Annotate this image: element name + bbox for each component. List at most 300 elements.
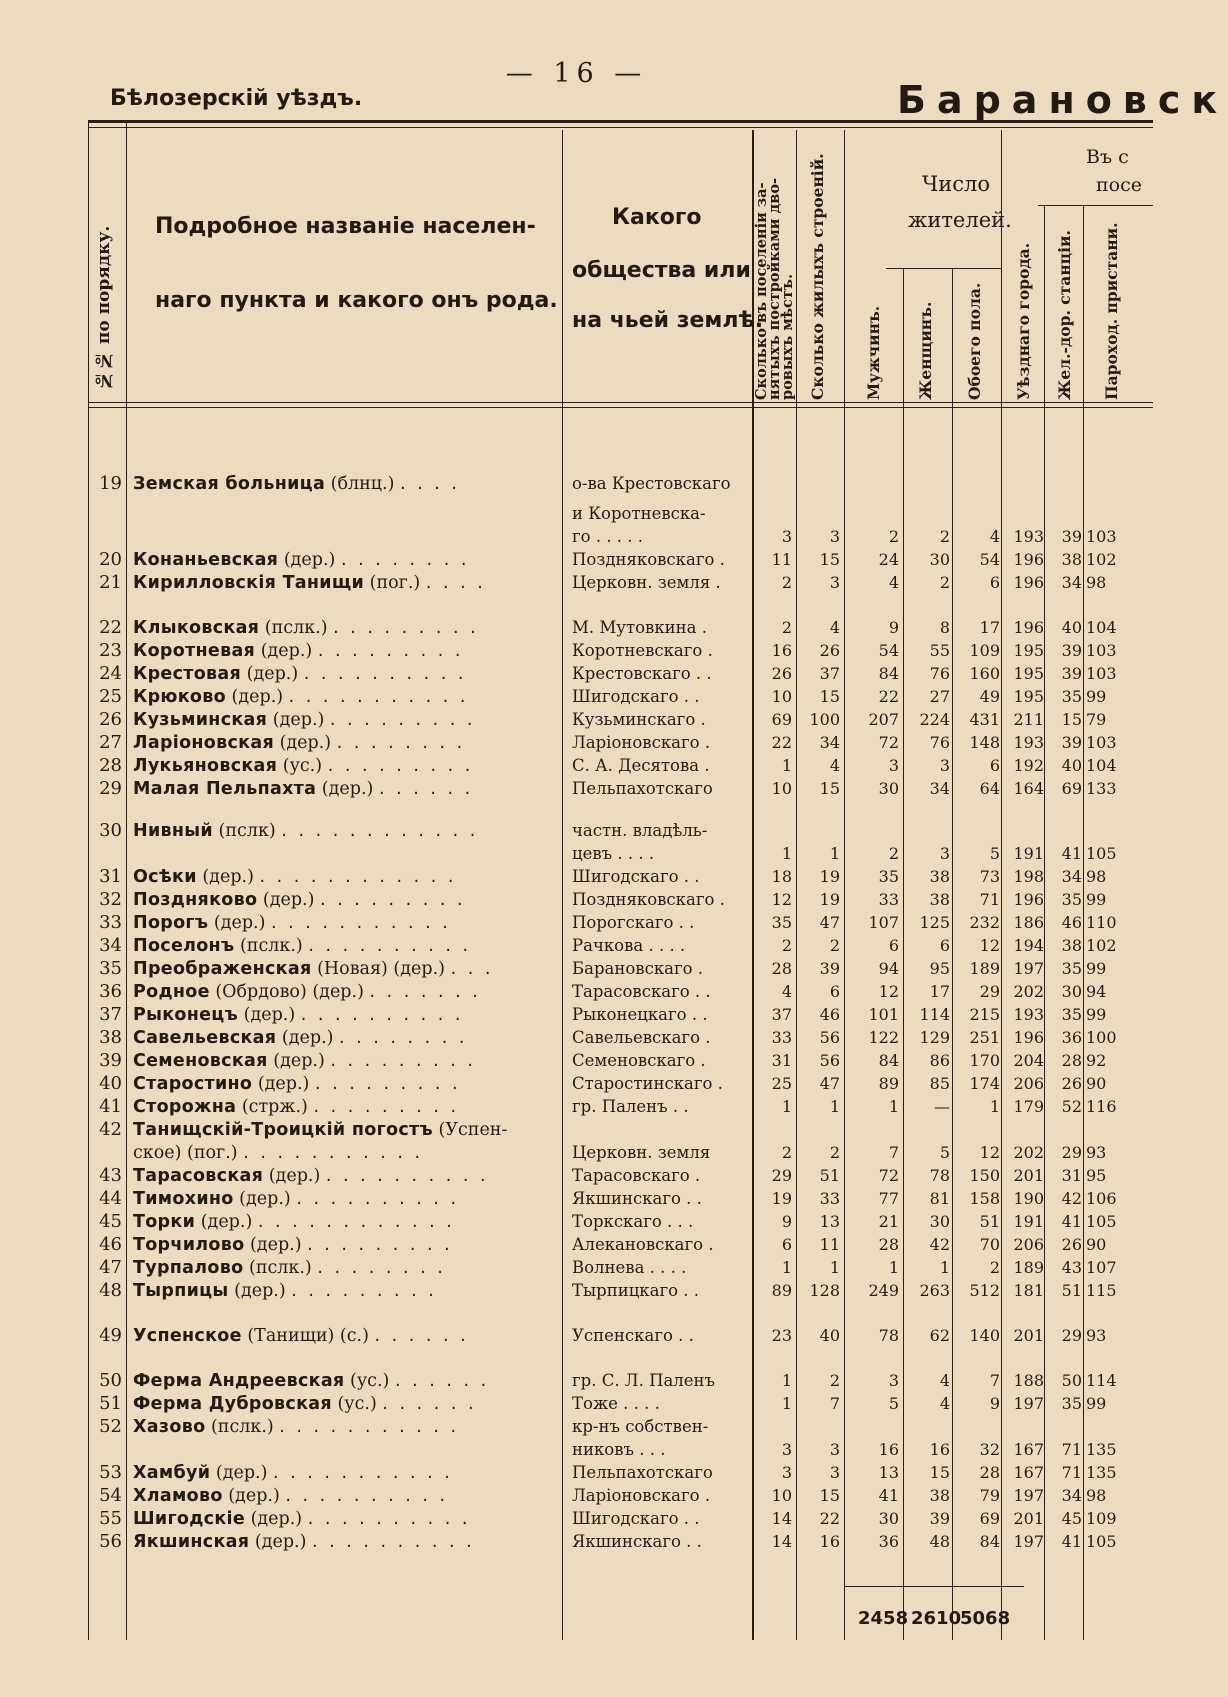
plots-cell: 3 bbox=[781, 1463, 792, 1482]
town-cell: 167 bbox=[1013, 1463, 1044, 1482]
settlement-kind: (пслк.) bbox=[239, 936, 303, 956]
settlement-name-cell bbox=[133, 732, 553, 754]
table-row bbox=[0, 1119, 1153, 1141]
both-cell: 150 bbox=[969, 1166, 1000, 1185]
table-row bbox=[0, 732, 1153, 754]
both-cell: 189 bbox=[969, 959, 1000, 978]
plots-cell: 33 bbox=[771, 1028, 792, 1047]
rail-cell: 41 bbox=[1061, 1212, 1082, 1231]
plots-cell: 14 bbox=[771, 1509, 792, 1528]
bldg-cell: 47 bbox=[819, 913, 840, 932]
settlement-kind: (дер.) bbox=[268, 1166, 321, 1186]
settlement-name-cell bbox=[133, 1096, 553, 1118]
owner-cell: Шигодскаго . . bbox=[572, 867, 700, 886]
row-number: 55 bbox=[99, 1508, 122, 1529]
men-cell: 207 bbox=[868, 710, 899, 729]
women-cell: 17 bbox=[929, 982, 950, 1001]
leader-dots: . . . . . . . . . bbox=[313, 1097, 460, 1117]
table-row bbox=[0, 709, 1153, 731]
owner-cell: Церковн. земля . bbox=[572, 573, 721, 592]
women-cell: 16 bbox=[929, 1440, 950, 1459]
town-cell: 193 bbox=[1013, 1005, 1044, 1024]
both-cell: 174 bbox=[969, 1074, 1000, 1093]
header-rail: Жел.-дор. станціи. bbox=[1055, 230, 1074, 400]
settlement-name: Турпалово bbox=[133, 1258, 244, 1278]
settlement-kind: (дер.) bbox=[273, 1051, 325, 1071]
men-cell: 2 bbox=[888, 527, 899, 546]
settlement-name-cell bbox=[133, 549, 553, 571]
men-cell: 107 bbox=[868, 913, 899, 932]
women-cell: 4 bbox=[939, 1371, 950, 1390]
rail-cell: 39 bbox=[1061, 527, 1082, 546]
row-number: 33 bbox=[99, 912, 122, 933]
table-row bbox=[0, 526, 1153, 548]
town-cell: 196 bbox=[1013, 573, 1044, 592]
leader-dots: . . . bbox=[450, 959, 494, 979]
leader-dots: . . . . . . . . . . . bbox=[273, 1463, 453, 1483]
settlement-name: Рыконецъ bbox=[133, 1005, 239, 1025]
women-cell: 76 bbox=[929, 664, 950, 683]
rail-cell: 34 bbox=[1061, 867, 1082, 886]
table-row bbox=[0, 663, 1153, 685]
pier-cell: 93 bbox=[1086, 1143, 1107, 1162]
town-cell: 195 bbox=[1013, 664, 1044, 683]
plots-cell: 3 bbox=[781, 1440, 792, 1459]
header-name-1: Подробное названіе населен- bbox=[155, 214, 536, 239]
leader-dots: . . . . . . . . . . bbox=[285, 1486, 449, 1506]
settlement-name-cell bbox=[133, 935, 553, 957]
table-row bbox=[0, 820, 1153, 842]
row-number: 19 bbox=[99, 473, 122, 494]
town-cell: 181 bbox=[1013, 1281, 1044, 1300]
leader-dots: . . . . . . bbox=[374, 1326, 469, 1346]
settlement-name-cell bbox=[133, 912, 553, 934]
rail-cell: 46 bbox=[1061, 913, 1082, 932]
leader-dots: . . . . . . . . . bbox=[327, 756, 474, 776]
settlement-name-cell bbox=[133, 755, 553, 777]
both-cell: 160 bbox=[969, 664, 1000, 683]
town-cell: 204 bbox=[1013, 1051, 1044, 1070]
owner-cell: Волнева . . . . bbox=[572, 1258, 687, 1277]
header-name-2: наго пункта и какого онъ рода. bbox=[155, 288, 558, 313]
plots-cell: 89 bbox=[771, 1281, 792, 1300]
owner-cell: С. А. Десятова . bbox=[572, 756, 710, 775]
settlement-name-cell bbox=[133, 1257, 553, 1279]
table-row bbox=[0, 912, 1153, 934]
town-cell: 201 bbox=[1013, 1166, 1044, 1185]
leader-dots: . . . . . . . . bbox=[336, 733, 466, 753]
rail-cell: 35 bbox=[1061, 687, 1082, 706]
header-both: Обоего пола. bbox=[965, 282, 984, 400]
women-cell: 38 bbox=[929, 1486, 950, 1505]
owner-cell: никовъ . . . bbox=[572, 1440, 666, 1459]
settlement-name: Осѣки bbox=[133, 867, 197, 887]
row-number: 40 bbox=[99, 1073, 122, 1094]
settlement-name: Ферма Андреевская bbox=[133, 1371, 345, 1391]
pier-cell: 103 bbox=[1086, 641, 1117, 660]
both-cell: 70 bbox=[979, 1235, 1000, 1254]
plots-cell: 10 bbox=[771, 779, 792, 798]
owner-cell: кр-нъ собствен- bbox=[572, 1417, 709, 1436]
plots-cell: 12 bbox=[771, 890, 792, 909]
rail-cell: 45 bbox=[1061, 1509, 1082, 1528]
plots-cell: 37 bbox=[771, 1005, 792, 1024]
town-cell: 191 bbox=[1013, 844, 1044, 863]
rail-cell: 41 bbox=[1061, 844, 1082, 863]
pier-cell: 95 bbox=[1086, 1166, 1107, 1185]
women-cell: 81 bbox=[929, 1189, 950, 1208]
table-row bbox=[0, 617, 1153, 639]
both-cell: 12 bbox=[979, 1143, 1000, 1162]
rail-cell: 28 bbox=[1061, 1051, 1082, 1070]
men-cell: 72 bbox=[878, 733, 899, 752]
bldg-cell: 34 bbox=[819, 733, 840, 752]
settlement-kind: (дер.) bbox=[239, 1189, 291, 1209]
pier-cell: 90 bbox=[1086, 1074, 1107, 1093]
header-bottom-rule-2 bbox=[88, 407, 1153, 408]
men-cell: 77 bbox=[878, 1189, 899, 1208]
settlement-kind: (ус.) bbox=[282, 756, 323, 776]
total-women: 2610 bbox=[911, 1608, 962, 1629]
men-cell: 6 bbox=[888, 936, 899, 955]
header-pier: Пароход. пристани. bbox=[1102, 222, 1121, 400]
settlement-kind: (дер.) bbox=[272, 710, 325, 730]
town-cell: 197 bbox=[1013, 959, 1044, 978]
rail-cell: 35 bbox=[1061, 959, 1082, 978]
bldg-cell: 47 bbox=[819, 1074, 840, 1093]
leader-dots: . . . . . . . . . . . bbox=[279, 1417, 460, 1437]
women-cell: 15 bbox=[929, 1463, 950, 1482]
leader-dots: . . . . . . bbox=[382, 1394, 477, 1414]
row-number: 52 bbox=[99, 1416, 122, 1437]
settlement-name: Поселонъ bbox=[133, 936, 235, 956]
leader-dots: . . . . . . . . bbox=[317, 1258, 446, 1278]
header-town: Уѣзднаго города. bbox=[1014, 242, 1033, 400]
bldg-cell: 13 bbox=[819, 1212, 840, 1231]
settlement-name: Нивный bbox=[133, 821, 213, 841]
settlement-name-cell bbox=[133, 572, 553, 594]
table-row bbox=[0, 1462, 1153, 1484]
both-cell: 2 bbox=[989, 1258, 1000, 1277]
men-cell: 30 bbox=[878, 1509, 899, 1528]
plots-cell: 2 bbox=[781, 936, 792, 955]
both-cell: 170 bbox=[969, 1051, 1000, 1070]
pier-cell: 103 bbox=[1086, 733, 1117, 752]
pier-cell: 104 bbox=[1086, 618, 1117, 637]
leader-dots: . . . . . . . . . bbox=[330, 1051, 476, 1071]
rail-cell: 71 bbox=[1061, 1463, 1082, 1482]
pier-cell: 115 bbox=[1086, 1281, 1117, 1300]
town-cell: 193 bbox=[1013, 527, 1044, 546]
bldg-cell: 2 bbox=[829, 1371, 840, 1390]
town-cell: 195 bbox=[1013, 641, 1044, 660]
men-cell: 41 bbox=[878, 1486, 899, 1505]
women-cell: 3 bbox=[939, 844, 950, 863]
both-cell: 5 bbox=[989, 844, 1000, 863]
settlement-name: Родное bbox=[133, 982, 210, 1002]
row-number: 48 bbox=[99, 1280, 122, 1301]
settlement-kind: (Обрдово) (дер.) bbox=[215, 982, 364, 1002]
settlement-kind: (дер.) bbox=[257, 1074, 310, 1094]
bldg-cell: 15 bbox=[819, 550, 840, 569]
bldg-cell: 19 bbox=[819, 867, 840, 886]
town-cell: 191 bbox=[1013, 1212, 1044, 1231]
table-row bbox=[0, 473, 1153, 495]
pier-cell: 98 bbox=[1086, 867, 1107, 886]
row-number: 28 bbox=[99, 755, 122, 776]
owner-cell: Савельевскаго . bbox=[572, 1028, 711, 1047]
pier-cell: 104 bbox=[1086, 756, 1117, 775]
settlement-kind: (дер.) bbox=[234, 1281, 286, 1301]
owner-cell: Поздняковскаго . bbox=[572, 550, 725, 569]
settlement-name: Хазово bbox=[133, 1417, 206, 1437]
settlement-name: Хамбуй bbox=[133, 1463, 211, 1483]
uezd-title: Бѣлозерскій уѣздъ. bbox=[110, 86, 363, 111]
leader-dots: . . . . . . . . . bbox=[320, 890, 466, 910]
town-cell: 206 bbox=[1013, 1235, 1044, 1254]
owner-cell: Пельпахотскаго bbox=[572, 1463, 713, 1482]
settlement-name: Торки bbox=[133, 1212, 196, 1232]
table-row bbox=[0, 503, 1153, 525]
pier-cell: 98 bbox=[1086, 573, 1107, 592]
bldg-cell: 6 bbox=[829, 982, 840, 1001]
leader-dots: . . . . bbox=[425, 573, 486, 593]
women-cell: 76 bbox=[929, 733, 950, 752]
bldg-cell: 2 bbox=[829, 1143, 840, 1162]
leader-dots: . . . . . . . . . . bbox=[303, 664, 467, 684]
town-cell: 198 bbox=[1013, 867, 1044, 886]
table-row bbox=[0, 843, 1153, 865]
settlement-name: Кузьминская bbox=[133, 710, 268, 730]
settlement-name-cell bbox=[133, 958, 553, 980]
men-cell: 12 bbox=[878, 982, 899, 1001]
rail-cell: 35 bbox=[1061, 890, 1082, 909]
row-number: 43 bbox=[99, 1165, 122, 1186]
settlement-kind: (дер.) bbox=[250, 1509, 303, 1529]
plots-cell: 3 bbox=[781, 527, 792, 546]
women-cell: 224 bbox=[919, 710, 950, 729]
both-cell: 64 bbox=[979, 779, 1000, 798]
settlement-kind: (Танищи) (с.) bbox=[247, 1326, 369, 1346]
settlement-name: Сторожна bbox=[133, 1097, 237, 1117]
women-cell: 8 bbox=[939, 618, 950, 637]
owner-cell: о-ва Крестовскаго bbox=[572, 474, 731, 493]
men-cell: 33 bbox=[878, 890, 899, 909]
settlement-name-cell bbox=[133, 1462, 553, 1484]
settlement-name-cell bbox=[133, 866, 553, 888]
bldg-cell: 3 bbox=[829, 1440, 840, 1459]
women-cell: 38 bbox=[929, 890, 950, 909]
women-cell: 78 bbox=[929, 1166, 950, 1185]
header-residents-1: Число bbox=[922, 172, 990, 196]
leader-dots: . . . . bbox=[400, 474, 460, 494]
settlement-name: Коротневая bbox=[133, 641, 256, 661]
settlement-kind: (пслк.) bbox=[249, 1258, 312, 1278]
row-number: 30 bbox=[99, 820, 122, 841]
owner-cell: Шигодскаго . . bbox=[572, 687, 700, 706]
settlement-kind: (дер.) bbox=[279, 733, 332, 753]
town-cell: 206 bbox=[1013, 1074, 1044, 1093]
both-cell: 431 bbox=[969, 710, 1000, 729]
men-cell: 13 bbox=[878, 1463, 899, 1482]
leader-dots: . . . . . . . . . . bbox=[325, 1166, 489, 1186]
pier-cell: 102 bbox=[1086, 936, 1117, 955]
row-number: 51 bbox=[99, 1393, 122, 1414]
men-cell: 72 bbox=[878, 1166, 899, 1185]
pier-cell: 94 bbox=[1086, 982, 1107, 1001]
men-cell: 84 bbox=[878, 664, 899, 683]
table-row bbox=[0, 889, 1153, 911]
settlement-name: Успенское bbox=[133, 1326, 242, 1346]
settlement-kind: (дер.) bbox=[202, 867, 254, 887]
settlement-name-cell bbox=[133, 1485, 553, 1507]
rail-cell: 39 bbox=[1061, 664, 1082, 683]
row-number: 39 bbox=[99, 1050, 122, 1071]
rail-cell: 38 bbox=[1061, 936, 1082, 955]
owner-cell: Порогскаго . . bbox=[572, 913, 695, 932]
plots-cell: 1 bbox=[781, 1097, 792, 1116]
pier-cell: 133 bbox=[1086, 779, 1117, 798]
both-cell: 12 bbox=[979, 936, 1000, 955]
leader-dots: . . . . . . . . . . bbox=[312, 1532, 475, 1552]
table-row bbox=[0, 1370, 1153, 1392]
rail-cell: 34 bbox=[1061, 1486, 1082, 1505]
pier-cell: 99 bbox=[1086, 890, 1107, 909]
settlement-name: Семеновская bbox=[133, 1051, 268, 1071]
residents-subrule bbox=[886, 268, 1001, 269]
women-cell: 6 bbox=[939, 936, 950, 955]
plots-cell: 29 bbox=[771, 1166, 792, 1185]
owner-cell: М. Мутовкина . bbox=[572, 618, 707, 637]
table-row bbox=[0, 935, 1153, 957]
table-row bbox=[0, 755, 1153, 777]
men-cell: 84 bbox=[878, 1051, 899, 1070]
bldg-cell: 51 bbox=[819, 1166, 840, 1185]
settlement-name: Танищскій-Троицкій погостъ bbox=[133, 1120, 433, 1140]
table-row bbox=[0, 1004, 1153, 1026]
settlement-name: Старостино bbox=[133, 1074, 253, 1094]
pier-cell: 103 bbox=[1086, 527, 1117, 546]
town-cell: 211 bbox=[1013, 710, 1044, 729]
men-cell: 24 bbox=[878, 550, 899, 569]
bldg-cell: 39 bbox=[819, 959, 840, 978]
plots-cell: 1 bbox=[781, 1371, 792, 1390]
plots-cell: 2 bbox=[781, 618, 792, 637]
men-cell: 4 bbox=[888, 573, 899, 592]
pier-cell: 98 bbox=[1086, 1486, 1107, 1505]
plots-cell: 28 bbox=[771, 959, 792, 978]
settlement-name: Земская больница bbox=[133, 474, 326, 494]
bldg-cell: 1 bbox=[829, 1258, 840, 1277]
row-number: 22 bbox=[99, 617, 122, 638]
owner-cell: Коротневскаго . bbox=[572, 641, 713, 660]
leader-dots: . . . . . . . . . . . . bbox=[281, 821, 479, 841]
table-row bbox=[0, 1485, 1153, 1507]
town-cell: 179 bbox=[1013, 1097, 1044, 1116]
men-cell: 7 bbox=[888, 1143, 899, 1162]
pier-cell: 105 bbox=[1086, 1532, 1117, 1551]
plots-cell: 1 bbox=[781, 1394, 792, 1413]
row-number: 45 bbox=[99, 1211, 122, 1232]
men-cell: 1 bbox=[888, 1258, 899, 1277]
table-row bbox=[0, 1142, 1153, 1164]
both-cell: 79 bbox=[979, 1486, 1000, 1505]
settlement-name: Тырпицы bbox=[133, 1281, 229, 1301]
town-cell: 195 bbox=[1013, 687, 1044, 706]
town-cell: 192 bbox=[1013, 756, 1044, 775]
pier-cell: 105 bbox=[1086, 844, 1117, 863]
women-cell: 62 bbox=[929, 1326, 950, 1345]
bldg-cell: 37 bbox=[819, 664, 840, 683]
pier-cell: 135 bbox=[1086, 1440, 1117, 1459]
pier-cell: 135 bbox=[1086, 1463, 1117, 1482]
pier-cell: 106 bbox=[1086, 1189, 1117, 1208]
rail-cell: 26 bbox=[1061, 1235, 1082, 1254]
leader-dots: . . . . . . bbox=[378, 779, 474, 799]
settlement-name: Лукьяновская bbox=[133, 756, 278, 776]
header-men: Мужчинъ. bbox=[864, 305, 883, 400]
owner-cell: Тырпицкаго . . bbox=[572, 1281, 700, 1300]
table-row bbox=[0, 1531, 1153, 1553]
women-cell: 48 bbox=[929, 1532, 950, 1551]
rail-cell: 50 bbox=[1061, 1371, 1082, 1390]
both-cell: 7 bbox=[989, 1371, 1000, 1390]
settlement-kind: (дер.) bbox=[260, 641, 313, 661]
town-cell: 196 bbox=[1013, 550, 1044, 569]
settlement-kind: (дер.) bbox=[254, 1532, 307, 1552]
total-men: 2458 bbox=[858, 1608, 909, 1629]
women-cell: 39 bbox=[929, 1509, 950, 1528]
both-cell: 1 bbox=[989, 1097, 1000, 1116]
rail-cell: 36 bbox=[1061, 1028, 1082, 1047]
bldg-cell: 26 bbox=[819, 641, 840, 660]
settlement-kind: (пслк.) bbox=[264, 618, 328, 638]
women-cell: 27 bbox=[929, 687, 950, 706]
table-row bbox=[0, 1393, 1153, 1415]
row-number: 34 bbox=[99, 935, 122, 956]
row-number: 36 bbox=[99, 981, 122, 1002]
table-row bbox=[0, 1096, 1153, 1118]
owner-cell: Барановскаго . bbox=[572, 959, 704, 978]
settlement-name-cell bbox=[133, 709, 553, 731]
settlement-name: Савельевская bbox=[133, 1028, 277, 1048]
town-cell: 202 bbox=[1013, 1143, 1044, 1162]
town-cell: 197 bbox=[1013, 1532, 1044, 1551]
table-row bbox=[0, 1234, 1153, 1256]
settlement-name: Преображенская bbox=[133, 959, 312, 979]
row-number: 41 bbox=[99, 1096, 122, 1117]
settlement-name-cell bbox=[133, 981, 553, 1003]
bldg-cell: 15 bbox=[819, 1486, 840, 1505]
town-cell: 190 bbox=[1013, 1189, 1044, 1208]
table-row bbox=[0, 640, 1153, 662]
table-row bbox=[0, 1280, 1153, 1302]
table-row bbox=[0, 981, 1153, 1003]
bldg-cell: 7 bbox=[829, 1394, 840, 1413]
rail-cell: 29 bbox=[1061, 1143, 1082, 1162]
both-cell: 84 bbox=[979, 1532, 1000, 1551]
table-row bbox=[0, 1416, 1153, 1438]
women-cell: 5 bbox=[939, 1143, 950, 1162]
settlement-name-cell bbox=[133, 1050, 553, 1072]
row-number: 53 bbox=[99, 1462, 122, 1483]
settlement-name-cell bbox=[133, 1370, 553, 1392]
owner-cell: Успенскаго . . bbox=[572, 1326, 694, 1345]
men-cell: 22 bbox=[878, 687, 899, 706]
page-number: — 16 — bbox=[505, 58, 648, 89]
row-number: 47 bbox=[99, 1257, 122, 1278]
settlement-name-cell bbox=[133, 1027, 553, 1049]
